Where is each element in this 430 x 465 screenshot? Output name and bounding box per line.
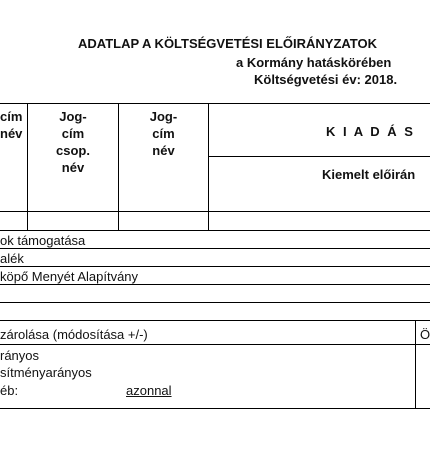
- col3-header-line1: Jog-: [149, 109, 178, 124]
- col-line-3: [208, 103, 209, 230]
- document-title: ADATLAP A KÖLTSÉGVETÉSI ELŐIRÁNYZATOK: [78, 36, 378, 51]
- table-bottom-border: [0, 408, 430, 409]
- document-subtitle-budget-year: Költségvetési év: 2018.: [254, 72, 398, 87]
- kiadas-header: K I A D Á S: [326, 124, 415, 139]
- row-line-7: [0, 344, 430, 345]
- col2-header-line1: Jog-: [59, 109, 87, 124]
- kiadas-divider: [208, 156, 430, 157]
- row-alek: alék: [0, 251, 24, 266]
- col2-header-line2: cím: [61, 126, 85, 141]
- kiemelt-eloiranyzat-header: Kiemelt előirán: [322, 167, 416, 182]
- document-subtitle-authority: a Kormány hatáskörében: [236, 55, 392, 70]
- col-line-right: [415, 320, 416, 408]
- col1-header-line2: név: [0, 126, 23, 141]
- row-line-2: [0, 248, 430, 249]
- row-line-5: [0, 302, 430, 303]
- col2-header-line3: csop.: [56, 143, 90, 158]
- col3-header-line3: név: [152, 143, 175, 158]
- row-esedekesseg-value: azonnal: [126, 383, 172, 398]
- col1-header-line1: cím: [0, 109, 23, 124]
- row-line-6: [0, 320, 430, 321]
- row-line-4: [0, 284, 430, 285]
- col2-header-line4: név: [61, 160, 85, 175]
- table-top-border: [0, 103, 430, 104]
- row-zarolasa-right: Ö: [420, 327, 430, 342]
- row-zarolasa: zárolása (módosítása +/-): [0, 327, 148, 342]
- row-teljesitmenyaranyos: sítményarányos: [0, 365, 92, 380]
- row-line-3: [0, 266, 430, 267]
- row-line-1: [0, 230, 430, 231]
- row-alapitvany: köpő Menyét Alapítvány: [0, 269, 139, 284]
- col3-header-line2: cím: [152, 126, 175, 141]
- row-aranyos: rányos: [0, 348, 40, 363]
- row-esedekesseg-label: éb:: [0, 383, 19, 398]
- header-divider: [0, 211, 430, 212]
- row-tamogatasa: ok támogatása: [0, 233, 86, 248]
